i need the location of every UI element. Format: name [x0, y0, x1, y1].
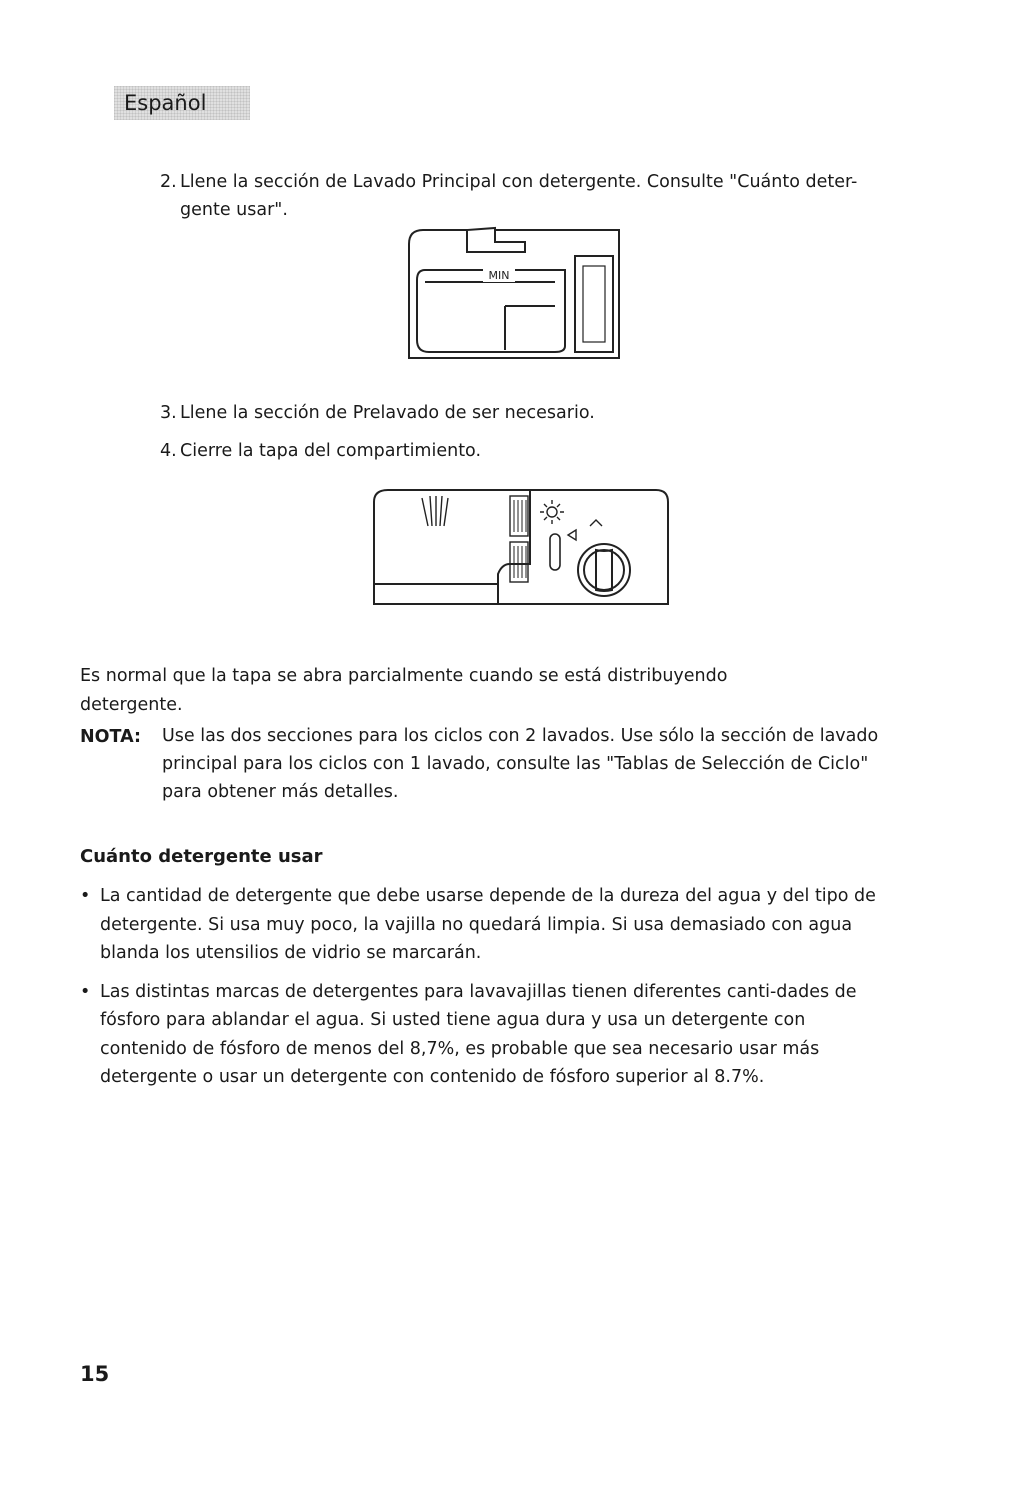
- bullet-item: • Las distintas marcas de detergentes para lavavajillas tienen diferentes canti-dades de fósforo para ablandar el agua. Si usted tiene agua dura y usa un detergente con contenido de fósforo de menos del 8,7%, es probable que sea necesario usar más detergente o usar un detergente con contenido de fósforo superior al 8.7%.: [80, 978, 890, 1092]
- step-number: 2.: [160, 172, 177, 192]
- min-label: MIN: [488, 269, 510, 282]
- note-paragraph: [80, 662, 900, 720]
- note-paragraph-line-1: Es normal que la tapa se abra parcialmente cuando se está distribuyendo: [80, 666, 728, 686]
- bullet-list: [80, 882, 890, 1102]
- nota-label: NOTA:: [80, 727, 141, 747]
- step-text: Cierre la tapa del compartimiento.: [180, 441, 482, 461]
- page-number: 15: [80, 1362, 110, 1386]
- section-heading: Cuánto detergente usar: [80, 846, 323, 867]
- dispenser-closed-illustration: [370, 480, 672, 608]
- step-text: Llene la sección de Lavado Principal con detergente. Consulte "Cuánto deter-: [180, 172, 858, 192]
- step-text: Llene la sección de Prelavado de ser necesario.: [180, 403, 595, 423]
- bullet-item: • La cantidad de detergente que debe usarse depende de la dureza del agua y del tipo de detergente. Si usa muy poco, la vajilla no quedará limpia. Si usa demasiado con agua blanda los utensilios de vidrio se marcarán.: [80, 882, 890, 968]
- dispenser-open-illustration: [405, 222, 625, 362]
- nota-text: Use las dos secciones para los ciclos con 2 lavados. Use sólo la sección de lavado principal para los ciclos con 1 lavado, consulte las "Tablas de Selección de Ciclo" para obtener más detalles.: [162, 726, 879, 802]
- step-number: 3.: [160, 403, 177, 423]
- note-paragraph-line-2: detergente.: [80, 695, 183, 715]
- language-tab: Español: [114, 86, 250, 120]
- step-text-cont: gente usar".: [180, 200, 288, 220]
- step-number: 4.: [160, 441, 177, 461]
